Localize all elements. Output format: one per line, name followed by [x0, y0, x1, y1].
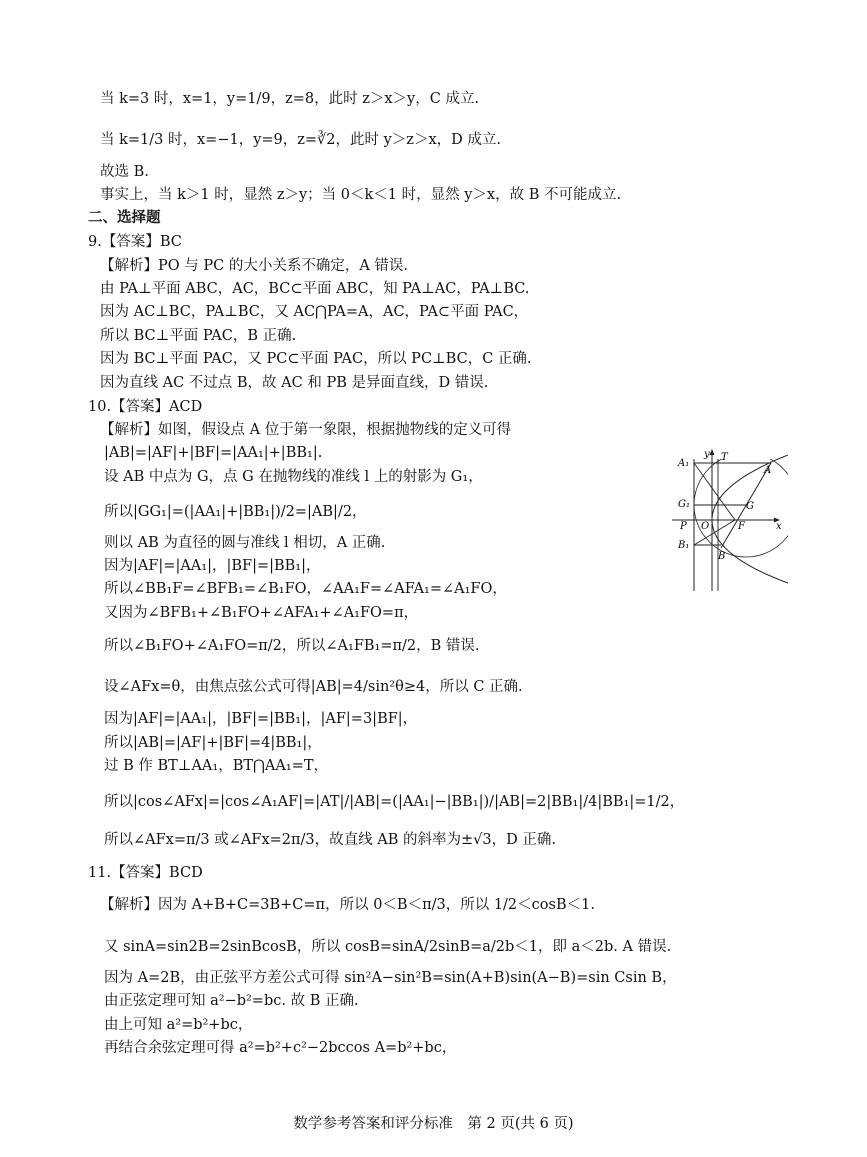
label-f: F	[738, 521, 745, 532]
page-footer: 数学参考答案和评分标准 第 2 页(共 6 页)	[293, 1116, 574, 1132]
text-line: 9.【答案】BC	[88, 234, 182, 250]
text-line: 再结合余弦定理可得 a²=b²+c²−2bccos A=b²+bc，	[104, 1040, 457, 1056]
text-line: 所以|GG₁|=(|AA₁|+|BB₁|)/2=|AB|/2，	[104, 504, 367, 520]
text-line: 因为 AC⊥BC，PA⊥BC，又 AC⋂PA=A，AC，PA⊂平面 PAC，	[100, 304, 529, 320]
text-line: 由正弦定理可知 a²−b²=bc. 故 B 正确.	[104, 993, 359, 1009]
parabola-figure	[668, 445, 788, 593]
text-line: 由上可知 a²=b²+bc，	[104, 1017, 253, 1033]
text-line: 所以∠AFx=π/3 或∠AFx=2π/3，故直线 AB 的斜率为±√3，D 正确.	[104, 832, 556, 848]
text-line: 因为|AF|=|AA₁|，|BF|=|BB₁|，	[104, 558, 321, 574]
text-line: 所以∠B₁FO+∠A₁FO=π/2，所以∠A₁FB₁=π/2，B 错误.	[104, 638, 480, 654]
text-line: 所以|AB|=|AF|+|BF|=4|BB₁|，	[104, 735, 322, 751]
text-line: 则以 AB 为直径的圆与准线 l 相切，A 正确.	[104, 535, 386, 551]
label-p: P	[680, 521, 687, 532]
y-axis-arrow	[710, 449, 715, 455]
text-line: 【解析】因为 A+B+C=3B+C=π，所以 0＜B＜π/3，所以 1/2＜cosB＜1.	[100, 897, 595, 913]
label-g1: G₁	[678, 499, 690, 510]
text-line: 故选 B.	[100, 164, 149, 180]
label-b: B	[718, 551, 726, 562]
label-t: T	[721, 452, 728, 463]
label-o: O	[701, 521, 710, 532]
label-y: y	[704, 449, 710, 460]
label-a: A	[764, 465, 772, 476]
label-b1: B₁	[678, 540, 690, 551]
text-line: 由 PA⊥平面 ABC，AC，BC⊂平面 ABC，知 PA⊥AC，PA⊥BC.	[100, 281, 530, 297]
label-a1: A₁	[678, 458, 690, 469]
text-line: 【解析】如图，假设点 A 位于第一象限，根据抛物线的定义可得	[100, 422, 512, 438]
text-line: 因为 BC⊥平面 PAC，又 PC⊂平面 PAC，所以 PC⊥BC，C 正确.	[100, 351, 532, 367]
label-g: G	[746, 501, 754, 512]
text-line: 所以∠BB₁F=∠BFB₁=∠B₁FO，∠AA₁F=∠AFA₁=∠A₁FO，	[104, 581, 507, 597]
text-line: 因为 A=2B，由正弦平方差公式可得 sin²A−sin²B=sin(A+B)sin(A−B)=sin Csin B，	[104, 970, 677, 986]
a1f-line	[694, 463, 735, 520]
text-line: 设∠AFx=θ，由焦点弦公式可得|AB|=4/sin²θ≥4，所以 C 正确.	[104, 679, 523, 695]
text-line: 二、选择题	[88, 210, 161, 226]
text-line: 当 k=3 时，x=1，y=1/9，z=8，此时 z＞x＞y，C 成立.	[100, 91, 480, 107]
text-line: 当 k=1/3 时，x=−1，y=9，z=∛2，此时 y＞z＞x，D 成立.	[100, 132, 501, 148]
text-line: 所以|cos∠AFx|=|cos∠A₁AF|=|AT|/|AB|=(|AA₁|−|BB₁|)/|AB|=2|BB₁|/4|BB₁|=1/2，	[104, 794, 685, 810]
text-line: 事实上，当 k＞1 时，显然 z＞y；当 0＜k＜1 时，显然 y＞x，故 B 不可能成立.	[100, 187, 622, 203]
text-line: 【解析】PO 与 PC 的大小关系不确定，A 错误.	[100, 258, 409, 274]
text-line: 11.【答案】BCD	[88, 865, 203, 881]
text-line: 过 B 作 BT⊥AA₁，BT⋂AA₁=T，	[104, 758, 328, 774]
text-line: 又 sinA=sin2B=2sinBcosB，所以 cosB=sinA/2sinB=a/2b＜1，即 a＜2b. A 错误.	[104, 939, 672, 955]
label-x: x	[776, 521, 782, 532]
text-line: 10.【答案】ACD	[88, 399, 203, 415]
text-line: 设 AB 中点为 G，点 G 在抛物线的准线 l 上的射影为 G₁，	[104, 469, 483, 485]
text-line: 因为直线 AC 不过点 B，故 AC 和 PB 是异面直线，D 错误.	[100, 375, 489, 391]
text-line: |AB|=|AF|+|BF|=|AA₁|+|BB₁|.	[104, 445, 323, 461]
text-line: 因为|AF|=|AA₁|，|BF|=|BB₁|，|AF|=3|BF|，	[104, 711, 418, 727]
text-line: 所以 BC⊥平面 PAC，B 正确.	[100, 328, 297, 344]
text-line: 又因为∠BFB₁+∠B₁FO+∠AFA₁+∠A₁FO=π，	[104, 605, 419, 621]
